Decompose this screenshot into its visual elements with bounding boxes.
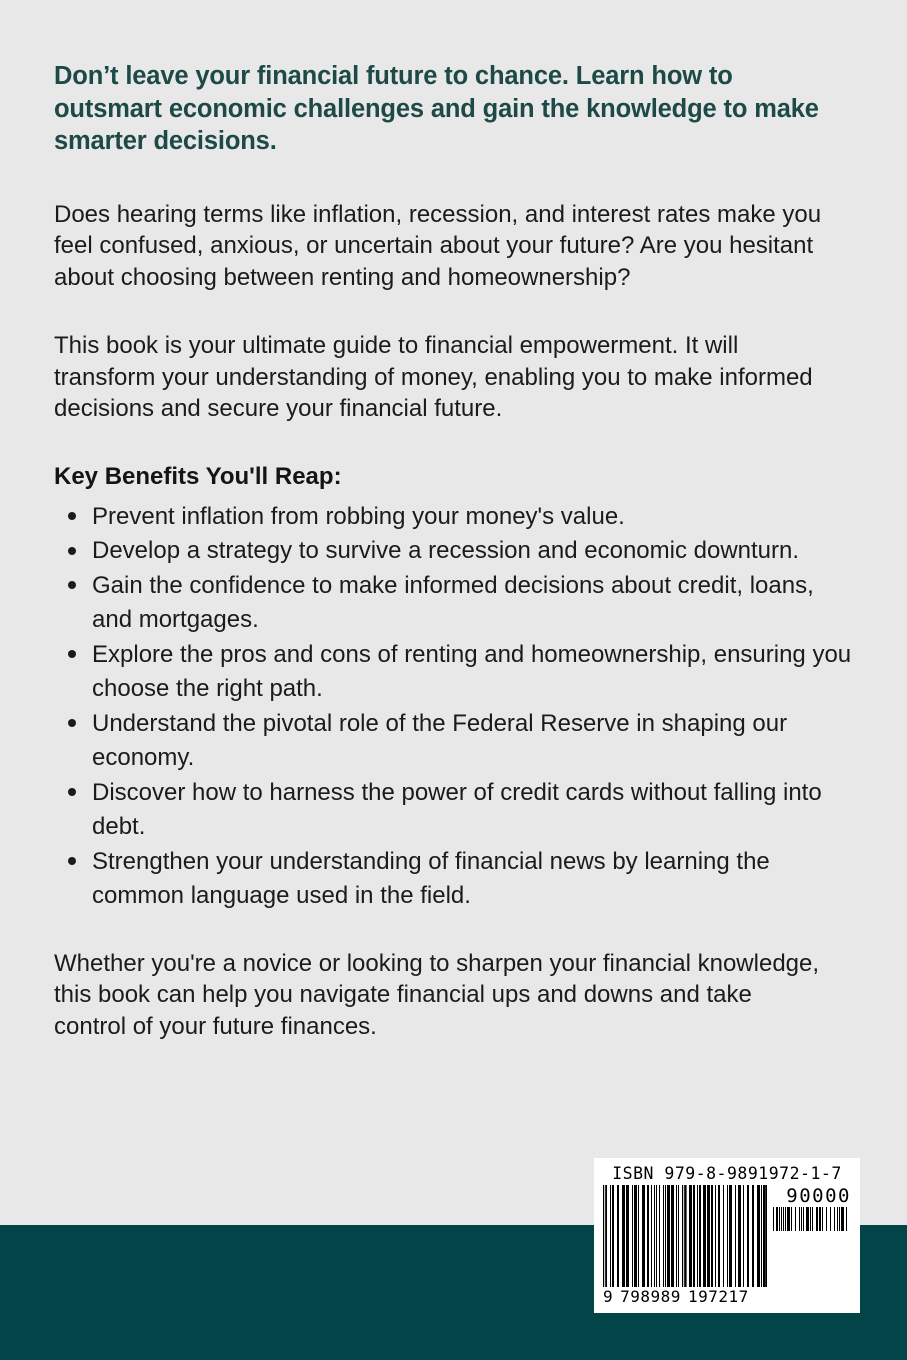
benefit-label: Explore the pros and cons of renting and homeownership, ensuring you choose the right path. [92,640,852,702]
bullet-icon [68,512,76,520]
benefit-label: Prevent inflation from robbing your money's value. [92,502,625,530]
barcode-block [594,1158,860,1313]
spacer [54,914,854,948]
benefit-item [54,534,854,569]
barcode-upper-row [603,1185,851,1231]
bullet-icon [68,547,76,555]
benefit-item [54,845,854,914]
price-addon-digits: 90000 [786,1185,851,1207]
back-cover-text-column [54,60,854,1042]
ean-digits-row [603,1288,783,1306]
benefits-heading: Key Benefits You'll Reap: [54,462,342,490]
benefit-label: Strengthen your understanding of financial news by learning the common language used in the field. [92,847,770,909]
spacer [54,293,854,330]
spacer [54,425,854,462]
headline: Don’t leave your financial future to chance. Learn how to outsmart economic challenges and gain the knowledge to make smarter decisions. [54,62,819,155]
bullet-icon [68,650,76,658]
spacer [54,158,854,199]
bullet-icon [68,788,76,796]
bullet-icon [68,581,76,589]
benefit-label: Understand the pivotal role of the Federal Reserve in shaping our economy. [92,709,788,771]
benefit-label: Develop a strategy to survive a recession and economic downturn. [92,537,800,564]
bullet-icon [68,857,76,865]
closing-paragraph: Whether you're a novice or looking to sharpen your financial knowledge, this book can help you navigate financial ups and downs and take control of your future finances. [54,949,820,1040]
bullet-icon [68,719,76,727]
benefit-label: Discover how to harness the power of credit cards without falling into debt. [92,778,822,840]
benefit-item [54,569,854,638]
ean-barcode-upper [603,1185,767,1231]
benefit-label: Gain the confidence to make informed decisions about credit, loans, and mortgages. [92,571,814,633]
benefit-item [54,776,854,845]
benefits-list [54,500,854,914]
benefit-item [54,638,854,707]
benefit-item [54,707,854,776]
price-addon-barcode [773,1207,851,1231]
benefit-item [54,500,854,535]
price-addon-group [773,1186,851,1231]
barcode-lower-row [603,1231,851,1306]
ean-left-group: 798989 [620,1287,681,1306]
isbn-text: ISBN 979-8-9891972-1-7 [612,1164,842,1183]
description-paragraph: This book is your ultimate guide to financial empowerment. It will transform your understanding of money, enabling you to make informed decisions and secure your financial future. [54,332,813,422]
intro-paragraph: Does hearing terms like inflation, recession, and interest rates make you feel confused, anxious, or uncertain about your future? Are you hesitant about choosing between renting and homeownership? [54,200,822,291]
ean-barcode-lower [603,1231,767,1287]
ean-prefix-digit: 9 [603,1287,614,1306]
ean-right-group: 197217 [687,1287,749,1306]
